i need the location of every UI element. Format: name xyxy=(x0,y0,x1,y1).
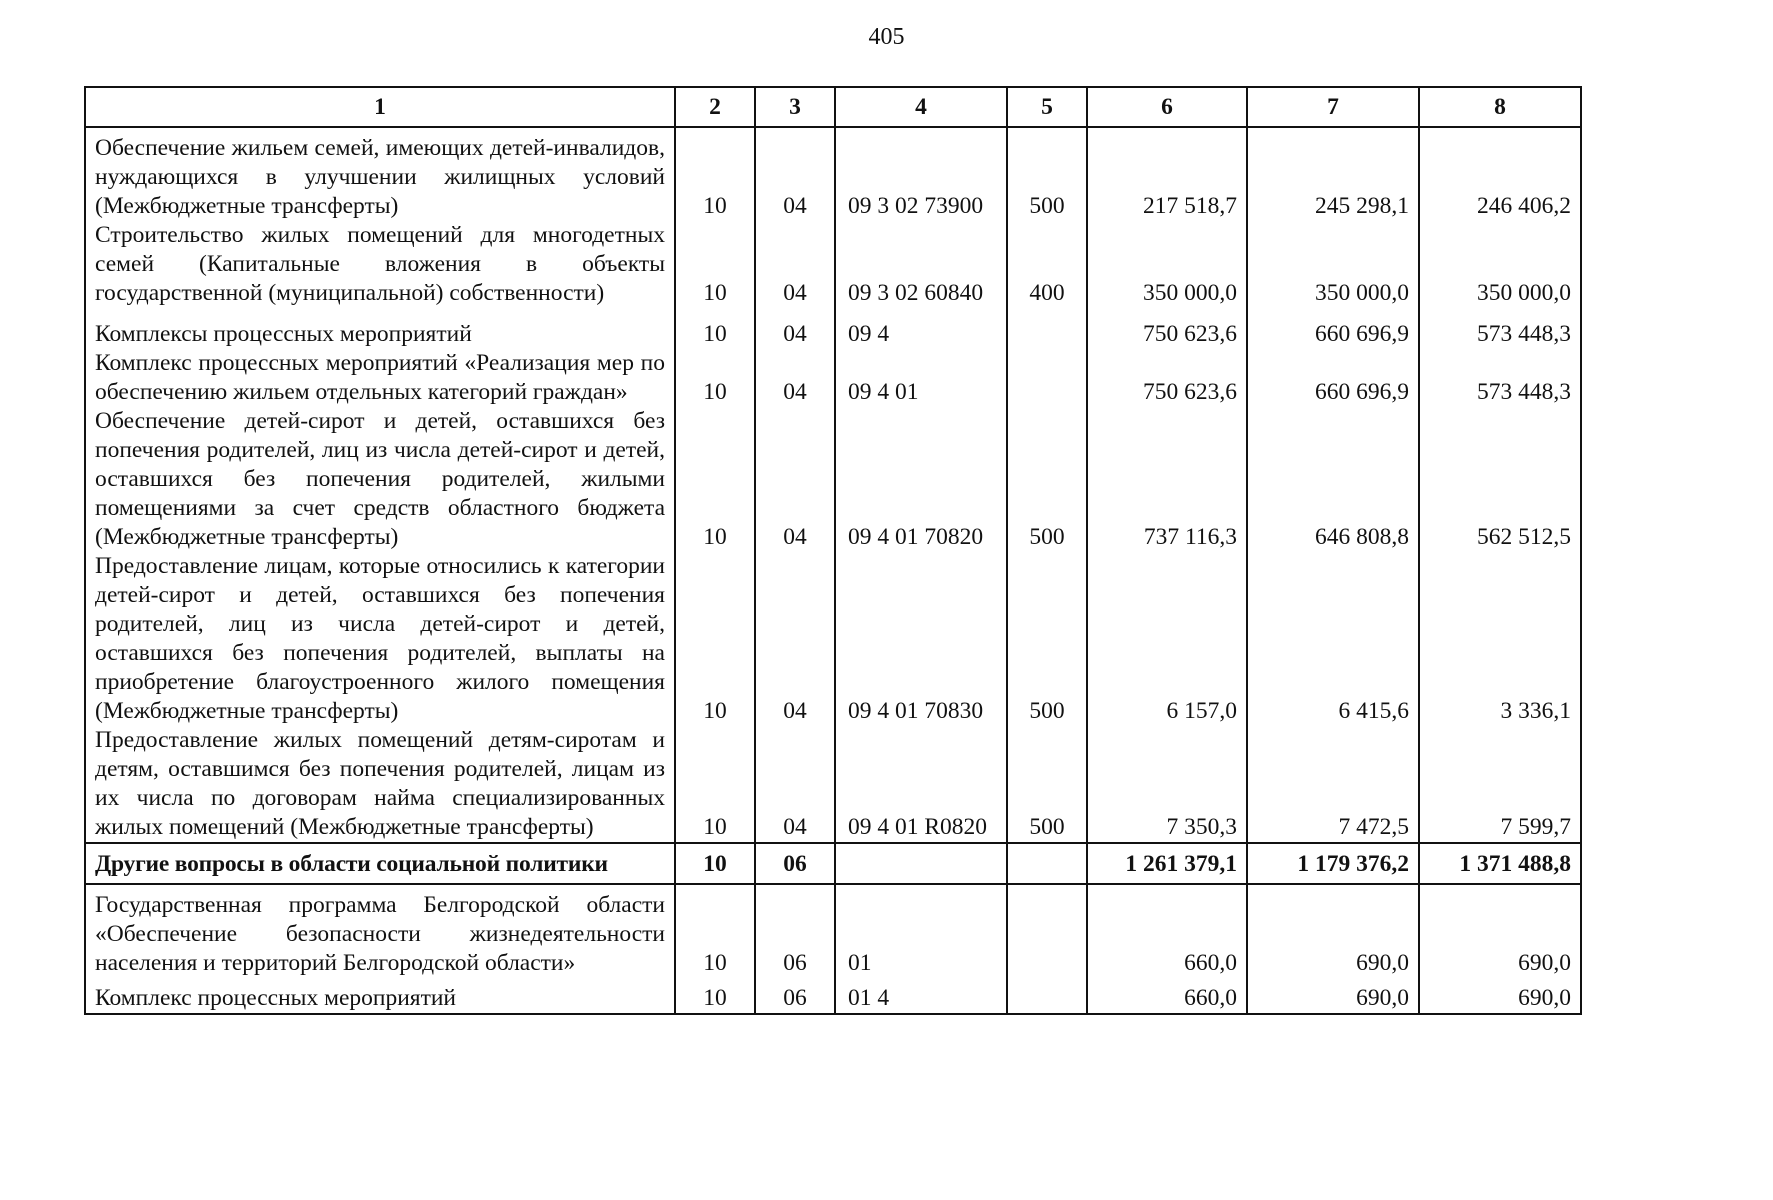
row-name: Государственная программа Белгородской области «Обеспечение безопасности жизнедеятельности населения и территорий Белгородской области» xyxy=(85,884,675,978)
row-y2: 660 696,9 xyxy=(1247,320,1419,349)
page-number: 405 xyxy=(868,24,905,50)
row-name: Обеспечение детей-сирот и детей, оставшихся без попечения родителей, лиц из числа детей-сирот и детей, оставшихся без попечения родителей, жилыми помещениями за счет средств областного бюджета (Межбюджетные трансферты) xyxy=(85,407,675,552)
row-y3: 573 448,3 xyxy=(1419,349,1581,407)
table-row xyxy=(85,726,1581,843)
row-pr: 06 xyxy=(755,978,835,1014)
row-vr: 500 xyxy=(1007,127,1087,221)
row-name: Обеспечение жильем семей, имеющих детей-инвалидов, нуждающихся в улучшении жилищных условий (Межбюджетные трансферты) xyxy=(85,127,675,221)
row-y2: 7 472,5 xyxy=(1247,726,1419,843)
row-csr: 09 4 xyxy=(835,320,1007,349)
section-name: Другие вопросы в области социальной политики xyxy=(85,843,675,884)
row-pr: 04 xyxy=(755,726,835,843)
row-y2: 690,0 xyxy=(1247,884,1419,978)
row-name: Предоставление лицам, которые относились к категории детей-сирот и детей, оставшихся без попечения родителей, лиц из числа детей-сирот и детей, оставшихся без попечения родителей, выплаты на приобретение благоустроенного жилого помещения (Межбюджетные трансферты) xyxy=(85,552,675,726)
row-y1: 660,0 xyxy=(1087,978,1247,1014)
row-rz: 10 xyxy=(675,349,755,407)
row-csr: 09 4 01 R0820 xyxy=(835,726,1007,843)
row-y3: 1 371 488,8 xyxy=(1419,843,1581,884)
row-y3: 562 512,5 xyxy=(1419,407,1581,552)
row-rz: 10 xyxy=(675,726,755,843)
header-col-7: 7 xyxy=(1247,87,1419,127)
row-pr: 04 xyxy=(755,407,835,552)
table-row xyxy=(85,221,1581,308)
row-pr: 04 xyxy=(755,552,835,726)
row-csr: 09 4 01 70830 xyxy=(835,552,1007,726)
row-y1: 660,0 xyxy=(1087,884,1247,978)
row-vr: 500 xyxy=(1007,726,1087,843)
row-pr: 04 xyxy=(755,349,835,407)
header-col-2: 2 xyxy=(675,87,755,127)
row-pr: 06 xyxy=(755,843,835,884)
row-vr xyxy=(1007,978,1087,1014)
row-pr: 06 xyxy=(755,884,835,978)
row-spacer xyxy=(85,308,1581,320)
table-row xyxy=(85,320,1581,349)
section-row xyxy=(85,843,1581,884)
row-name: Комплекс процессных мероприятий «Реализация мер по обеспечению жильем отдельных категорий граждан» xyxy=(85,349,675,407)
header-col-6: 6 xyxy=(1087,87,1247,127)
row-csr: 09 3 02 60840 xyxy=(835,221,1007,308)
row-csr: 01 xyxy=(835,884,1007,978)
table-row xyxy=(85,978,1581,1014)
row-y1: 6 157,0 xyxy=(1087,552,1247,726)
row-csr: 09 3 02 73900 xyxy=(835,127,1007,221)
row-y3: 573 448,3 xyxy=(1419,320,1581,349)
table-row xyxy=(85,552,1581,726)
row-pr: 04 xyxy=(755,320,835,349)
row-y2: 245 298,1 xyxy=(1247,127,1419,221)
row-y3: 690,0 xyxy=(1419,978,1581,1014)
header-col-4: 4 xyxy=(835,87,1007,127)
row-rz: 10 xyxy=(675,884,755,978)
table-row xyxy=(85,407,1581,552)
header-col-3: 3 xyxy=(755,87,835,127)
header-row xyxy=(85,87,1581,127)
row-rz: 10 xyxy=(675,552,755,726)
row-vr xyxy=(1007,320,1087,349)
row-name: Комплексы процессных мероприятий xyxy=(85,320,675,349)
row-y3: 350 000,0 xyxy=(1419,221,1581,308)
row-rz: 10 xyxy=(675,843,755,884)
row-y1: 737 116,3 xyxy=(1087,407,1247,552)
row-y3: 246 406,2 xyxy=(1419,127,1581,221)
row-rz: 10 xyxy=(675,407,755,552)
row-vr: 400 xyxy=(1007,221,1087,308)
row-y1: 7 350,3 xyxy=(1087,726,1247,843)
row-vr xyxy=(1007,349,1087,407)
row-csr: 09 4 01 70820 xyxy=(835,407,1007,552)
budget-table xyxy=(84,86,1582,1015)
row-rz: 10 xyxy=(675,127,755,221)
row-vr: 500 xyxy=(1007,552,1087,726)
row-y3: 690,0 xyxy=(1419,884,1581,978)
row-rz: 10 xyxy=(675,978,755,1014)
table-row xyxy=(85,349,1581,407)
header-col-1: 1 xyxy=(85,87,675,127)
row-csr: 01 4 xyxy=(835,978,1007,1014)
row-name: Предоставление жилых помещений детям-сиротам и детям, оставшимся без попечения родителей, лицам из их числа по договорам найма специализированных жилых помещений (Межбюджетные трансферты) xyxy=(85,726,675,843)
row-y2: 350 000,0 xyxy=(1247,221,1419,308)
row-name: Комплекс процессных мероприятий xyxy=(85,978,675,1014)
row-csr: 09 4 01 xyxy=(835,349,1007,407)
row-rz: 10 xyxy=(675,221,755,308)
row-vr xyxy=(1007,884,1087,978)
row-y2: 6 415,6 xyxy=(1247,552,1419,726)
row-y1: 350 000,0 xyxy=(1087,221,1247,308)
row-y3: 3 336,1 xyxy=(1419,552,1581,726)
header-col-5: 5 xyxy=(1007,87,1087,127)
row-y1: 1 261 379,1 xyxy=(1087,843,1247,884)
row-y2: 646 808,8 xyxy=(1247,407,1419,552)
row-y1: 750 623,6 xyxy=(1087,320,1247,349)
row-pr: 04 xyxy=(755,221,835,308)
row-csr xyxy=(835,843,1007,884)
header-col-8: 8 xyxy=(1419,87,1581,127)
row-vr: 500 xyxy=(1007,407,1087,552)
row-y3: 7 599,7 xyxy=(1419,726,1581,843)
row-name: Строительство жилых помещений для многодетных семей (Капитальные вложения в объекты государственной (муниципальной) собственности) xyxy=(85,221,675,308)
row-rz: 10 xyxy=(675,320,755,349)
table-row xyxy=(85,884,1581,978)
row-y1: 750 623,6 xyxy=(1087,349,1247,407)
row-y2: 660 696,9 xyxy=(1247,349,1419,407)
row-y2: 1 179 376,2 xyxy=(1247,843,1419,884)
row-pr: 04 xyxy=(755,127,835,221)
table-row xyxy=(85,127,1581,221)
row-vr xyxy=(1007,843,1087,884)
row-y1: 217 518,7 xyxy=(1087,127,1247,221)
row-y2: 690,0 xyxy=(1247,978,1419,1014)
